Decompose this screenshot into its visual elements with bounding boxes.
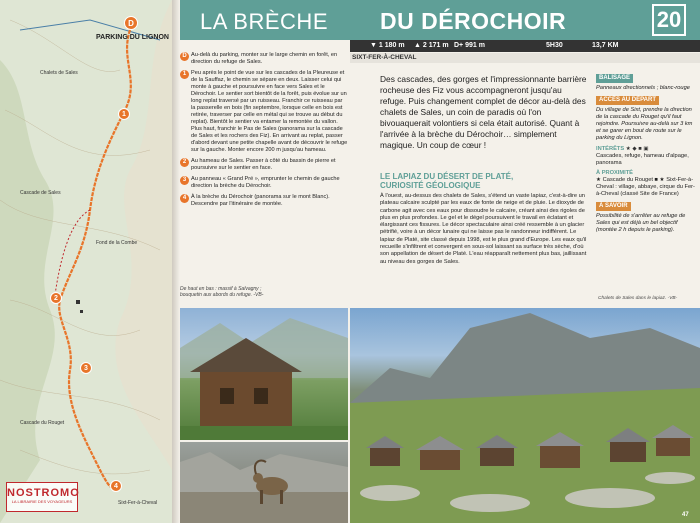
start-pin: D [124,16,138,30]
publisher-logo [6,482,78,512]
village-photo [350,308,700,523]
ibex-illustration [180,442,348,523]
village-illustration [350,308,700,523]
interets-text: Cascades, refuge, hameau d'alpage, panorama [596,153,689,166]
photo-caption-right: Chalets de Sales dans le lapiaz. -VB- [598,296,678,301]
chalet-illustration [180,308,348,440]
ascent: D+ 991 m [454,42,485,49]
step-badge: 4 [180,194,189,203]
logo-text: NOSTROMO [7,487,80,499]
step-item [180,158,348,172]
logo-tagline: LA LIBRAIRIE DES VOYAGEURS [11,499,73,504]
ibex-photo [180,442,348,523]
feature-body: À l'ouest, au-dessus des chalets de Sales, s'étend un vaste lapiaz, c'est-à-dire un plateau calcaire sculpté par les eaux de fonte de neige et de pluie. Le dioxyde de carbone agit avec ces eaux pour dissoudre le calcaire, créant ainsi des rigoles de plus en plus profondes. Le gel et le dégel poursuivent le travail en éclatant et élargissant ces fissures. Le décor spectaculaire ainsi créé ressemble à un glacier pétrifié, voire à un décor lunaire qui ne laisse pas le randonneur indifférent. Le lapiaz de Platé, site classé depuis 1998, est le plus grand d'Europe. Les eaux qu'il recueille s'infiltrent et convergent en sous-sol laissant sa surface très sèche, d'où son appellation de désert de Platé. L'eau réapparaît nettement plus bas, jaillissant au niveau des gorges de Sales. [380,193,587,265]
route-number: 20 [652,4,686,36]
waypoint-pin-1: 1 [118,108,130,120]
info-sidebar [596,70,696,234]
place-label: Fond de la Combe [96,240,138,246]
commune-label: SIXT-FER-À-CHEVAL [350,53,700,63]
interets-heading: INTÉRÊTS [596,146,625,152]
feature-heading [380,172,588,190]
place-label: Chalets de Sales [40,70,78,76]
step-text: Au hameau de Sales. Passer à côté du bassin de pierre et poursuivre sur le sentier en face. [191,158,336,171]
place-label: Sixt-Fer-à-Cheval [118,500,158,506]
photo-caption-left: De haut en bas : massif à Salvagny ; bouquetin aux abords du refuge. -VB- [180,286,264,298]
altitude-min: ▼ 1 180 m [370,42,405,49]
parking-label: PARKING DU LIGNON [96,34,169,41]
duration: 5H30 [546,42,563,49]
step-text: Au panneau « Grand Pré », emprunter le chemin de gauche direction la brèche du Dérochoir. [191,176,340,189]
step-text: Peu après le point de vue sur les cascades de la Pleureuse et de la Sauffaz, le chemin se sépare en deux. Laisser celui qui monte à gauche et poursuivre en face vers Sales et le Dérochoir. Le sentier sort bientôt de la forêt, puis évolue sur un long replat traversé par un ruisseau. Franchir ce ruisseau par la passerelle en bois (fin septembre, lorsque celle en bois est retirée, traverser par celle en métal qui se trouve au début du replat). Bientôt le sentier va entamer la remontée du vallon. Plus haut, franchir le Pas de Sales (panorama sur la cascade de Sales et les rochers des Fiz). En arrivant au replat, passer d'abord devant une petite chapelle avant de découvrir le refuge sur la gauche. Monter encore 200 m jusqu'au hameau. [191,70,348,153]
step-badge: D [180,52,189,61]
step-item [180,194,348,208]
step-badge: 1 [180,70,189,79]
waypoint-pin-4: 4 [110,480,122,492]
proximite-text: ★ Cascade du Rouget ■ ★ Sixt-Fer-à-Cheval : village, abbaye, cirque du Fer-à-Cheval (classé Site de France) [596,177,695,197]
place-label: Cascade de Sales [20,190,61,196]
waypoint-pin-2: 2 [50,292,62,304]
proximite-heading: À PROXIMITÉ [596,170,633,176]
acces-heading: ACCÈS AU DÉPART [596,96,659,105]
title-light: LA BRÈCHE [200,9,328,34]
balisage-text: Panneaux directionnels ; blanc-rouge [596,85,690,91]
title-bold: DU DÉROCHOIR [380,8,567,34]
intro-text: Des cascades, des gorges et l'impressionnante barrière rocheuse des Fiz vous accompagneront jusqu'au refuge. Puis changement complet de décor au-delà des chalets de Sales, un coin de paradis où l'on bivouaquerait volontiers si cela était autorisé. Quant à l'arrivée à la brèche du Dérochoir… simplement magique. Un coup de cœur ! [380,74,587,150]
interets-rating-icons: ★ ◆ ■ ▣ [625,146,649,152]
map-terrain [0,0,172,523]
place-label: Cascade du Rouget [20,420,65,426]
waypoint-pin-3: 3 [80,362,92,374]
step-badge: 2 [180,158,189,167]
savoir-text: Possibilité de s'arrêter au refuge de Sales qui est déjà un bel objectif (montée 2 h depuis le parking). [596,213,686,233]
step-text: À la brèche du Dérochoir (panorama sur le mont Blanc). Descendre par l'itinéraire de montée. [191,194,330,207]
route-map [0,0,172,523]
step-text: Au-delà du parking, monter sur le large chemin en forêt, en direction du refuge de Sales. [191,52,338,65]
step-item [180,70,348,154]
step-item [180,52,348,66]
step-item [180,176,348,190]
step-badge: 3 [180,176,189,185]
feature-box [380,172,588,266]
distance: 13,7 KM [592,42,619,49]
page-gutter [172,0,180,523]
altitude-max: ▲ 2 171 m [414,42,449,49]
route-header [180,0,700,40]
route-steps [180,52,348,212]
balisage-heading: BALISAGE [596,74,633,83]
savoir-heading: À SAVOIR [596,202,631,211]
acces-text: Du village de Sixt, prendre la direction de la cascade du Rouget qu'il faut rejoindre. Poursuivre au-delà sur 3 km et se garer en bout de route sur le parking du Lignon. [596,107,693,141]
stats-bar [350,40,700,52]
feature-heading-line: CURIOSITÉ GÉOLOGIQUE [380,181,481,190]
chalet-photo [180,308,348,440]
feature-heading-line: LE LAPIAZ DU DÉSERT DE PLATÉ, [380,172,514,181]
page-number: 47 [682,512,689,518]
